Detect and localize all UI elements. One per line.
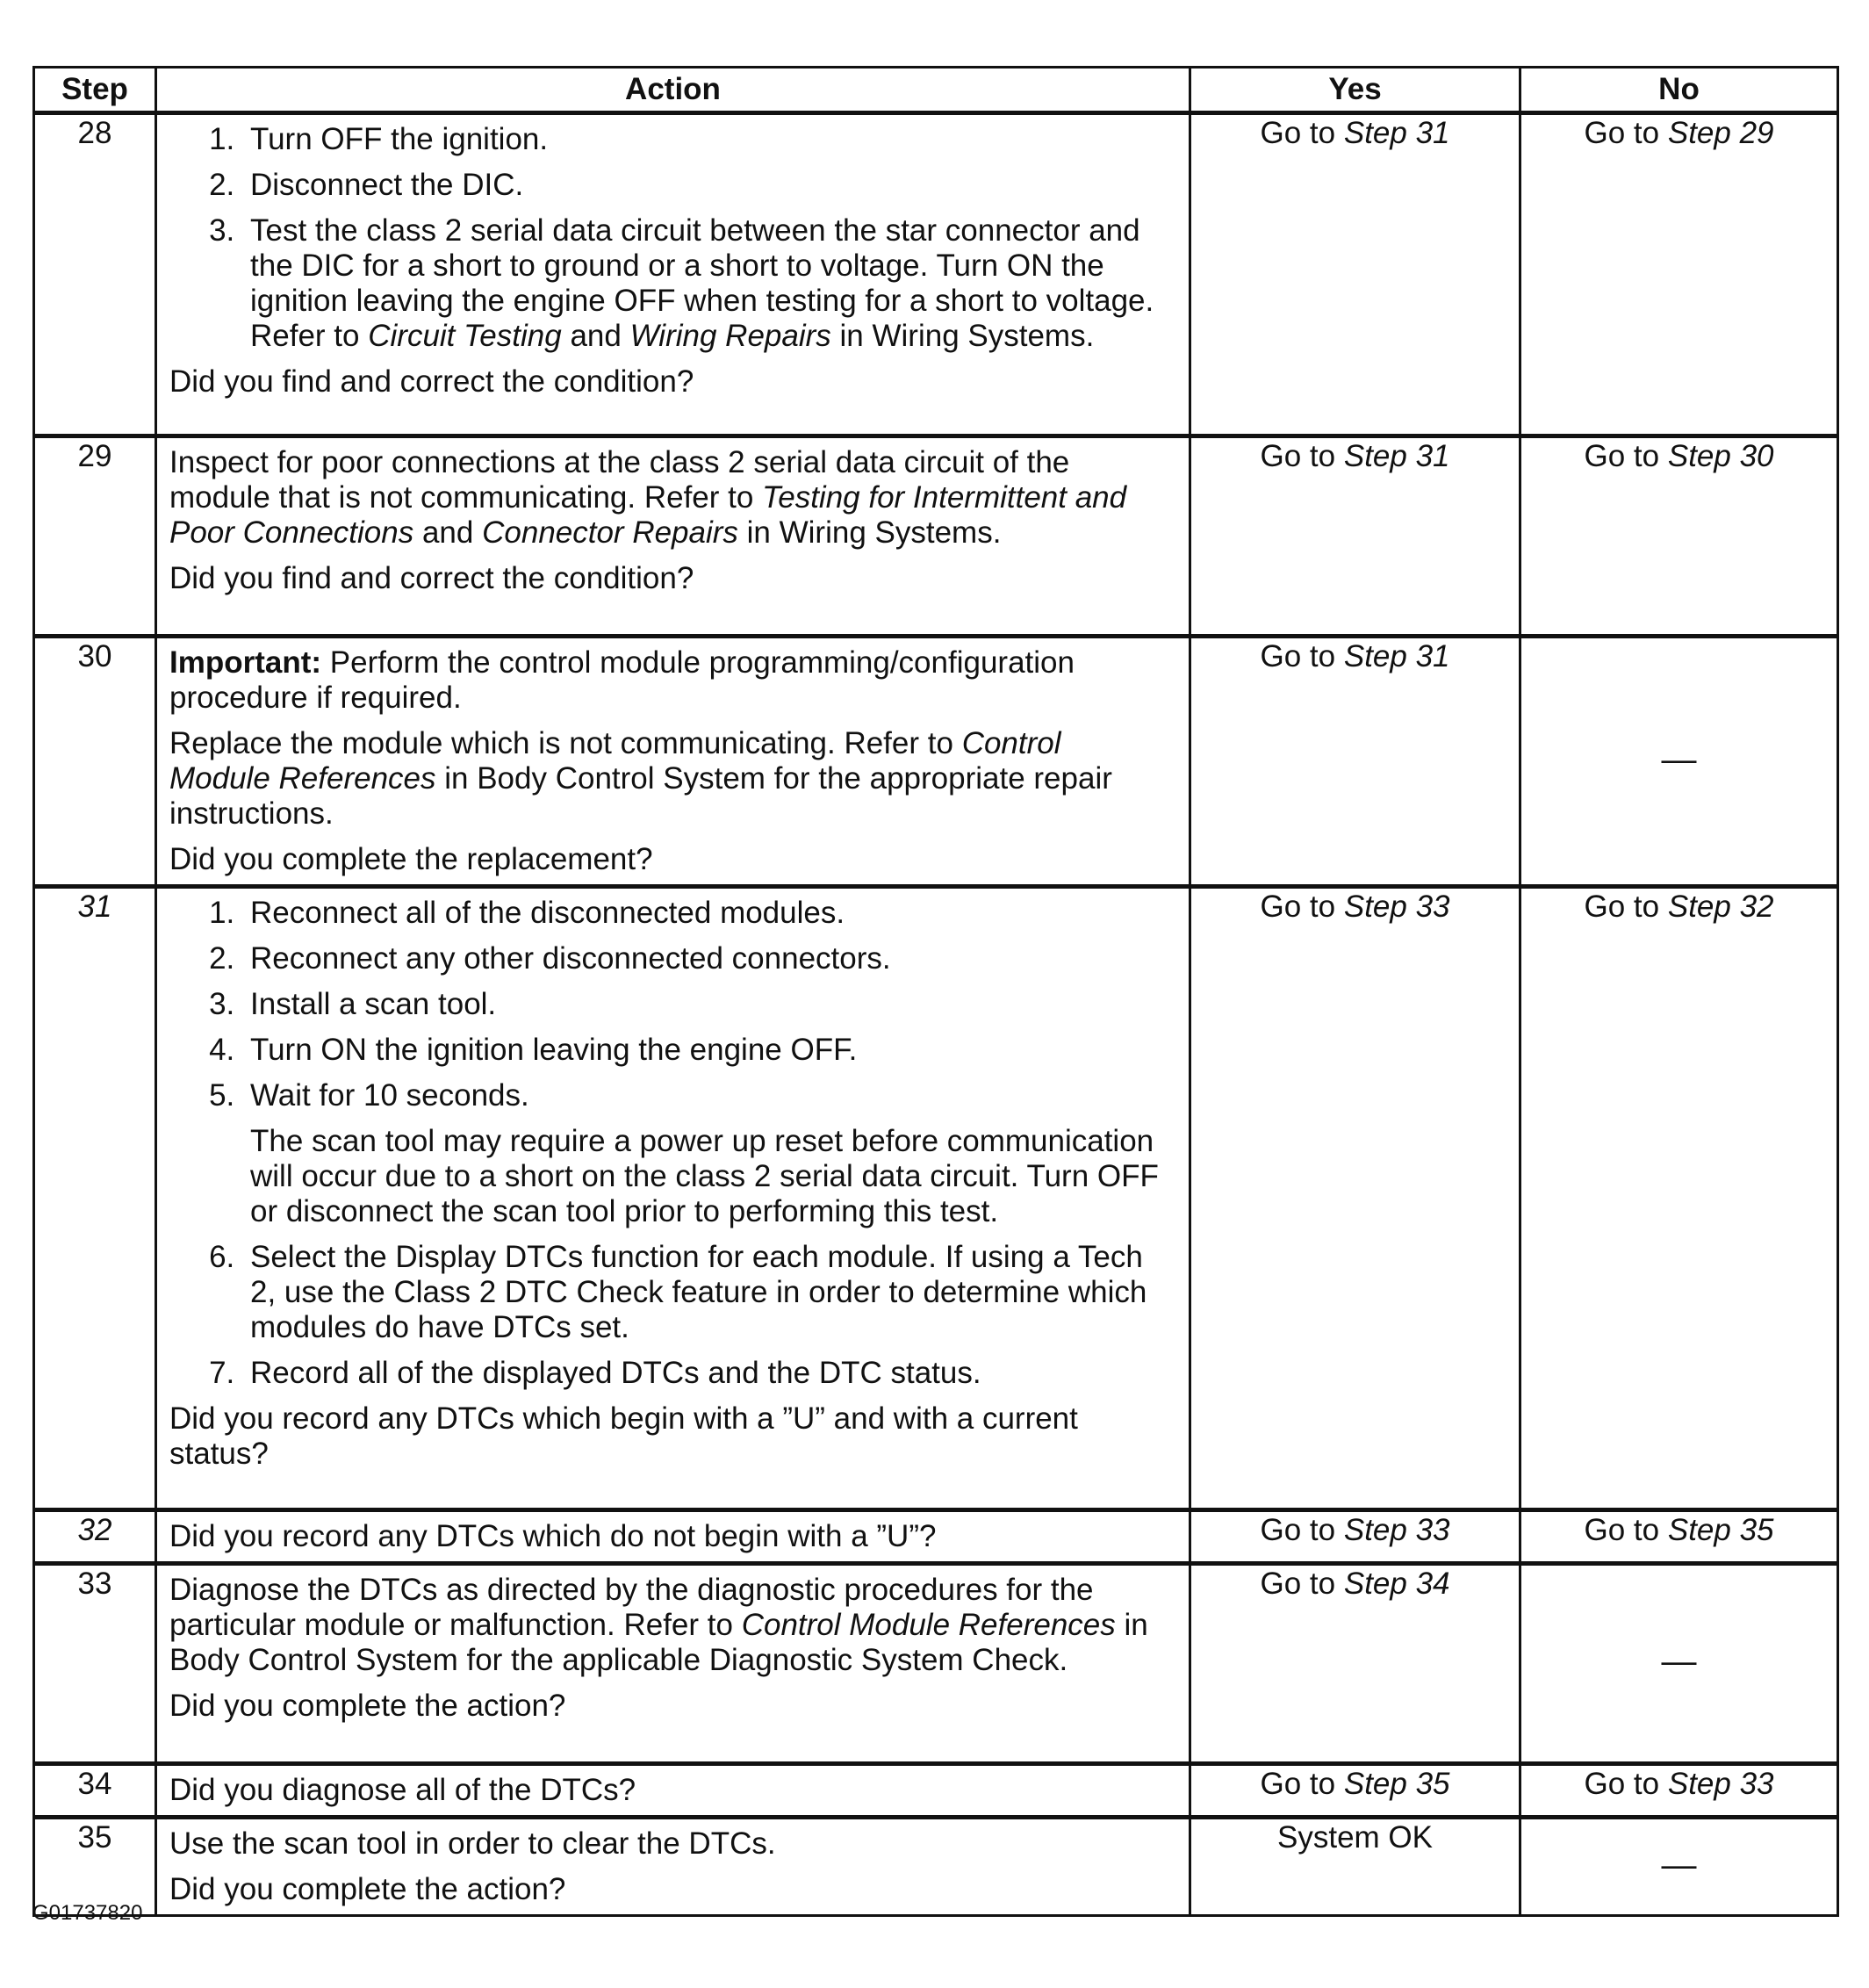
action-text: Inspect for poor connections at the class 2 serial data circuit of the module that is not communicating. Refer to Testing for Intermittent and Poor Connections and Connector Repairs in Wiring Systems. [169, 445, 1127, 550]
question: Did you find and correct the condition? [169, 364, 694, 399]
yes-cell: Go to Step 31 [1190, 637, 1520, 887]
yes-cell: Go to Step 33 [1190, 1510, 1520, 1564]
reference-link: Control Module References [741, 1608, 1116, 1642]
action-cell [156, 436, 1190, 637]
no-cell: Go to Step 29 [1520, 113, 1838, 436]
header-row [34, 68, 1838, 113]
table-row [34, 1564, 1838, 1764]
list-item: 7. Record all of the displayed DTCs and the DTC status. [243, 1356, 1169, 1391]
header-no: No [1520, 68, 1838, 113]
question: Did you complete the action? [169, 1689, 566, 1723]
no-cell: Go to Step 33 [1520, 1764, 1838, 1818]
no-cell: — [1520, 637, 1838, 887]
action-cell [156, 1818, 1190, 1916]
yes-cell: Go to Step 31 [1190, 113, 1520, 436]
list-item: 4. Turn ON the ignition leaving the engine OFF. [243, 1033, 1169, 1068]
yes-cell: Go to Step 35 [1190, 1764, 1520, 1818]
list-item: 2. Disconnect the DIC. [243, 168, 1169, 203]
action-cell [156, 637, 1190, 887]
reference-link: Testing for Intermittent and Poor Connections [169, 480, 1127, 550]
table-row [34, 1510, 1838, 1564]
reference-link: Control Module References [169, 726, 1061, 796]
question: Did you find and correct the condition? [169, 561, 694, 595]
no-cell: Go to Step 35 [1520, 1510, 1838, 1564]
yes-cell: System OK [1190, 1818, 1520, 1916]
table-row [34, 1764, 1838, 1818]
step-number: 32 [34, 1510, 156, 1564]
reference-link: Connector Repairs [482, 515, 738, 550]
list-item: 1. Turn OFF the ignition. [243, 122, 1169, 157]
step-number: 33 [34, 1564, 156, 1764]
table-row [34, 113, 1838, 436]
reference-link: Wiring Repairs [629, 319, 831, 353]
no-cell: Go to Step 32 [1520, 887, 1838, 1510]
action-text: Replace the module which is not communicating. Refer to Control Module References in Body Control System for the appropriate repair instructions. [169, 726, 1112, 831]
action-cell [156, 887, 1190, 1510]
table-row [34, 637, 1838, 887]
list-item: 1. Reconnect all of the disconnected modules. [243, 896, 1169, 931]
important-note: Important: Perform the control module programming/configuration procedure if required. [169, 645, 1075, 715]
step-number: 31 [34, 887, 156, 1510]
action-cell [156, 113, 1190, 436]
list-item: 3. Test the class 2 serial data circuit between the star connector and the DIC for a short to ground or a short to voltage. Turn ON the ignition leaving the engine OFF when testing for a short to voltage. Refer to Circuit Testing and Wiring Repairs in Wiring Systems. [243, 213, 1169, 354]
action-text: Use the scan tool in order to clear the DTCs. [169, 1826, 776, 1861]
step-number: 29 [34, 436, 156, 637]
step-number: 30 [34, 637, 156, 887]
yes-cell: Go to Step 33 [1190, 887, 1520, 1510]
header-yes: Yes [1190, 68, 1520, 113]
list-item: 3. Install a scan tool. [243, 987, 1169, 1022]
note-text: The scan tool may require a power up reset before communication will occur due to a short on the class 2 serial data circuit. Turn OFF or disconnect the scan tool prior to performing this test. [250, 1124, 1159, 1228]
step-number: 34 [34, 1764, 156, 1818]
question: Did you record any DTCs which begin with a ”U” and with a current status? [169, 1401, 1078, 1471]
list-item: 5. Wait for 10 seconds. The scan tool may require a power up reset before communication will occur due to a short on the class 2 serial data circuit. Turn OFF or disconnect the scan tool prior to performing this test. [243, 1078, 1169, 1229]
question: Did you diagnose all of the DTCs? [169, 1773, 636, 1807]
yes-cell: Go to Step 31 [1190, 436, 1520, 637]
no-cell: Go to Step 30 [1520, 436, 1838, 637]
diagnostic-table [32, 66, 1839, 1917]
table-row [34, 887, 1838, 1510]
step-number: 35 [34, 1818, 156, 1916]
header-action: Action [156, 68, 1190, 113]
list-item: 6. Select the Display DTCs function for each module. If using a Tech 2, use the Class 2 DTC Check feature in order to determine which modules do have DTCs set. [243, 1240, 1169, 1345]
yes-cell: Go to Step 34 [1190, 1564, 1520, 1764]
action-list [169, 896, 1169, 1391]
table-row [34, 1818, 1838, 1916]
question: Did you record any DTCs which do not begin with a ”U”? [169, 1519, 937, 1553]
no-cell: — [1520, 1818, 1838, 1916]
question: Did you complete the replacement? [169, 842, 653, 876]
no-cell: — [1520, 1564, 1838, 1764]
figure-code: G01737820 [32, 1901, 143, 1925]
step-number: 28 [34, 113, 156, 436]
question: Did you complete the action? [169, 1872, 566, 1906]
table-row [34, 436, 1838, 637]
action-cell [156, 1764, 1190, 1818]
action-cell [156, 1564, 1190, 1764]
action-text: Diagnose the DTCs as directed by the diagnostic procedures for the particular module or malfunction. Refer to Control Module References in Body Control System for the applicable Diagnostic System Check. [169, 1573, 1148, 1677]
action-cell [156, 1510, 1190, 1564]
list-item: 2. Reconnect any other disconnected connectors. [243, 941, 1169, 976]
reference-link: Circuit Testing [368, 319, 562, 353]
action-list [169, 122, 1169, 354]
header-step: Step [34, 68, 156, 113]
